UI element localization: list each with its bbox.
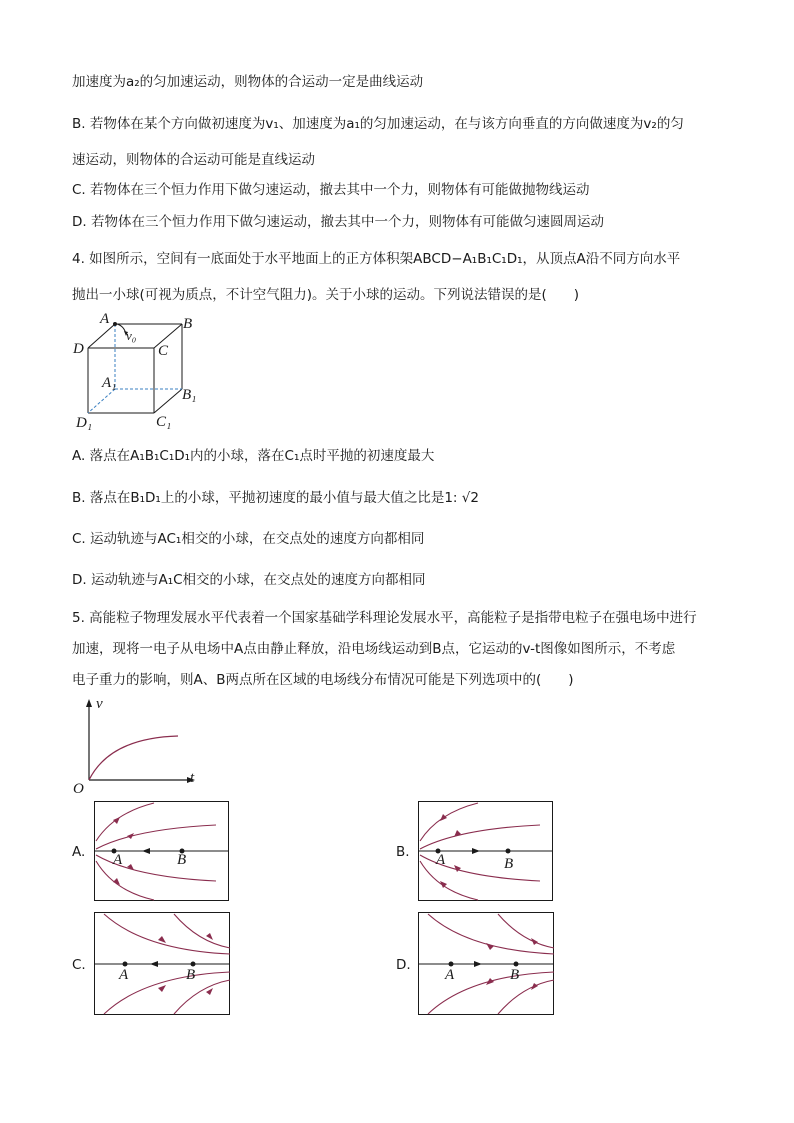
q3-option-c: C. 若物体在三个恒力作用下做匀速运动，撤去其中一个力，则物体有可能做抛物线运动: [72, 182, 590, 198]
field-diagram-a: [94, 801, 230, 902]
q5-option-b-letter: B.: [396, 844, 410, 860]
field-b-point-b: B: [504, 856, 514, 872]
vt-v-label: v: [96, 696, 103, 712]
q4-option-b: B. 落点在B₁D₁上的小球，平抛初速度的最小值与最大值之比是1: √2: [72, 490, 479, 506]
cube-label-b: B: [183, 316, 193, 332]
field-c-point-a: A: [119, 967, 129, 983]
field-c-drawing: [94, 912, 231, 1016]
vt-graph-drawing: [70, 696, 210, 798]
cube-label-d1: D₁: [76, 415, 93, 431]
q4-option-a: A. 落点在A₁B₁C₁D₁内的小球，落在C₁点时平抛的初速度最大: [72, 448, 435, 464]
field-c-point-b: B: [186, 967, 196, 983]
field-d-point-a: A: [445, 967, 455, 983]
field-a-point-b: B: [177, 852, 187, 868]
cube-label-v0: v₀: [126, 328, 137, 343]
field-diagram-c: [94, 912, 231, 1016]
q3-cont-line: 加速度为a₂的匀加速运动，则物体的合运动一定是曲线运动: [72, 74, 424, 90]
q5-option-c-letter: C.: [72, 957, 86, 973]
q4-stem-line2: 抛出一小球(可视为质点，不计空气阻力)。关于小球的运动。下列说法错误的是( ): [72, 287, 580, 303]
cube-label-d: D: [73, 341, 84, 357]
field-diagram-d: [418, 912, 555, 1016]
cube-label-a: A: [100, 311, 110, 327]
q4-option-d: D. 运动轨迹与A₁C相交的小球，在交点处的速度方向都相同: [72, 572, 426, 588]
cube-label-c: C: [158, 343, 169, 359]
q5-option-a-letter: A.: [72, 844, 86, 860]
cube-label-c1: C₁: [156, 414, 172, 430]
cube-figure: [70, 312, 210, 437]
field-diagram-b: [418, 801, 554, 902]
vt-t-label: t: [190, 770, 195, 786]
q4-stem-line1: 4. 如图所示，空间有一底面处于水平地面上的正方体积架ABCD−A₁B₁C₁D₁，从顶点A沿不同方向水平: [72, 251, 681, 267]
q5-option-d-letter: D.: [396, 957, 411, 973]
q3-option-b-line2: 速运动，则物体的合运动可能是直线运动: [72, 152, 315, 168]
cube-label-b1: B₁: [182, 387, 197, 403]
field-a-point-a: A: [113, 852, 123, 868]
vt-origin-label: O: [73, 781, 84, 797]
cube-label-a1: A₁: [102, 375, 117, 391]
vt-graph: [70, 696, 210, 798]
q5-stem-line1: 5. 高能粒子物理发展水平代表着一个国家基础学科理论发展水平，高能粒子是指带电粒子在强电场中进行: [72, 610, 697, 626]
q3-option-b-line1: B. 若物体在某个方向做初速度为v₁、加速度为a₁的匀加速运动，在与该方向垂直的方向做速度为v₂的匀: [72, 116, 684, 132]
q3-option-d: D. 若物体在三个恒力作用下做匀速运动，撤去其中一个力，则物体有可能做匀速圆周运动: [72, 214, 604, 230]
field-d-drawing: [418, 912, 555, 1016]
q5-stem-line3: 电子重力的影响，则A、B两点所在区域的电场线分布情况可能是下列选项中的( ): [72, 672, 574, 688]
q4-option-c: C. 运动轨迹与AC₁相交的小球，在交点处的速度方向都相同: [72, 531, 425, 547]
field-b-point-a: A: [436, 852, 446, 868]
field-d-point-b: B: [510, 967, 520, 983]
q5-stem-line2: 加速，现将一电子从电场中A点由静止释放，沿电场线运动到B点，它运动的v-t图像如图所示，不考虑: [72, 641, 676, 657]
